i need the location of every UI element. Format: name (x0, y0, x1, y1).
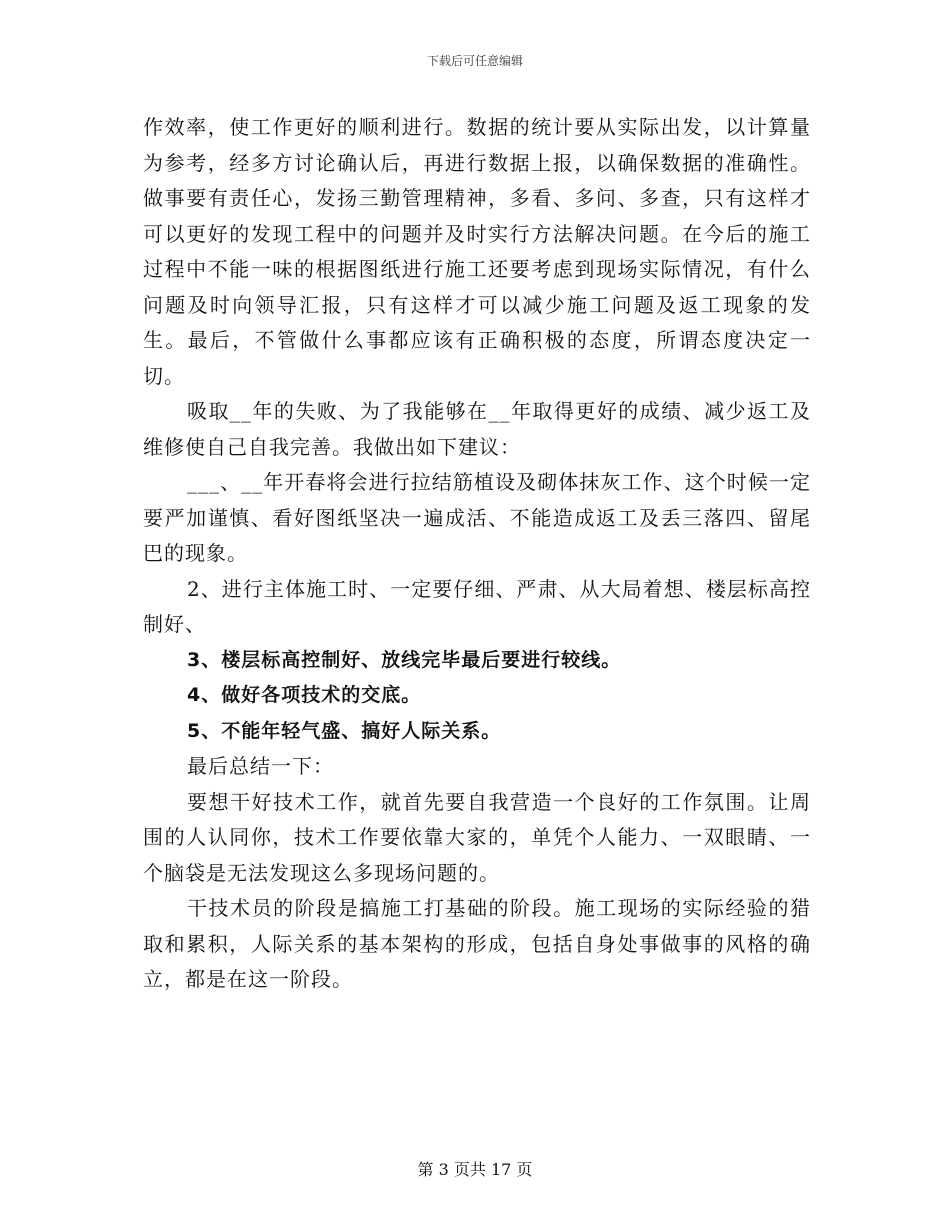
paragraph-efficiency: 作效率，使工作更好的顺利进行。数据的统计要从实际出发，以计算量为参考，经多方讨论确认后，再进行数据上报，以确保数据的准确性。做事要有责任心，发扬三勤管理精神，多看、多问、多查，只有这样才可以更好的发现工程中的问题并及时实行方法解决问题。在今后的施工过程中不能一味的根据图纸进行施工还要考虑到现场实际情况，有什么问题及时向领导汇报，只有这样才可以减少施工问题及返工现象的发生。最后，不管做什么事都应该有正确积极的态度，所谓态度决定一切。 (143, 115, 811, 388)
paragraph-lessons: 吸取__年的失败、为了我能够在__年取得更好的成绩、减少返工及维修使自己自我完善。我做出如下建议： (143, 399, 811, 459)
paragraph-suggestion-2: 2、进行主体施工时、一定要仔细、严肃、从大局着想、楼层标高控制好、 (143, 576, 811, 636)
paragraph-summary-1: 要想干好技术工作，就首先要自我营造一个良好的工作氛围。让周围的人认同你，技术工作要依靠大家的，单凭个人能力、一双眼睛、一个脑袋是无法发现这么多现场问题的。 (143, 789, 811, 885)
paragraph-summary-2: 干技术员的阶段是搞施工打基础的阶段。施工现场的实际经验的猎取和累积，人际关系的基本架构的形成，包括自身处事做事的风格的确立，都是在这一阶段。 (143, 896, 811, 991)
paragraph-suggestion-4: 4、做好各项技术的交底。 (187, 684, 422, 706)
paragraph-suggestion-5: 5、不能年轻气盛、搞好人际关系。 (187, 719, 502, 742)
paragraph-suggestion-1: ___、__年开春将会进行拉结筋植设及砌体抹灰工作、这个时候一定要严加谨慎、看好图纸坚决一遍成活、不能造成返工及丢三落四、留尾巴的现象。 (143, 470, 811, 565)
document-body (143, 110, 811, 998)
paragraph-summary-heading: 最后总结一下： (187, 754, 334, 778)
page-number: 第 3 页共 17 页 (417, 1160, 533, 1179)
page-header: 下载后可任意编辑 (426, 54, 523, 68)
paragraph-suggestion-3: 3、楼层标高控制好、放线完毕最后要进行较线。 (187, 648, 622, 671)
